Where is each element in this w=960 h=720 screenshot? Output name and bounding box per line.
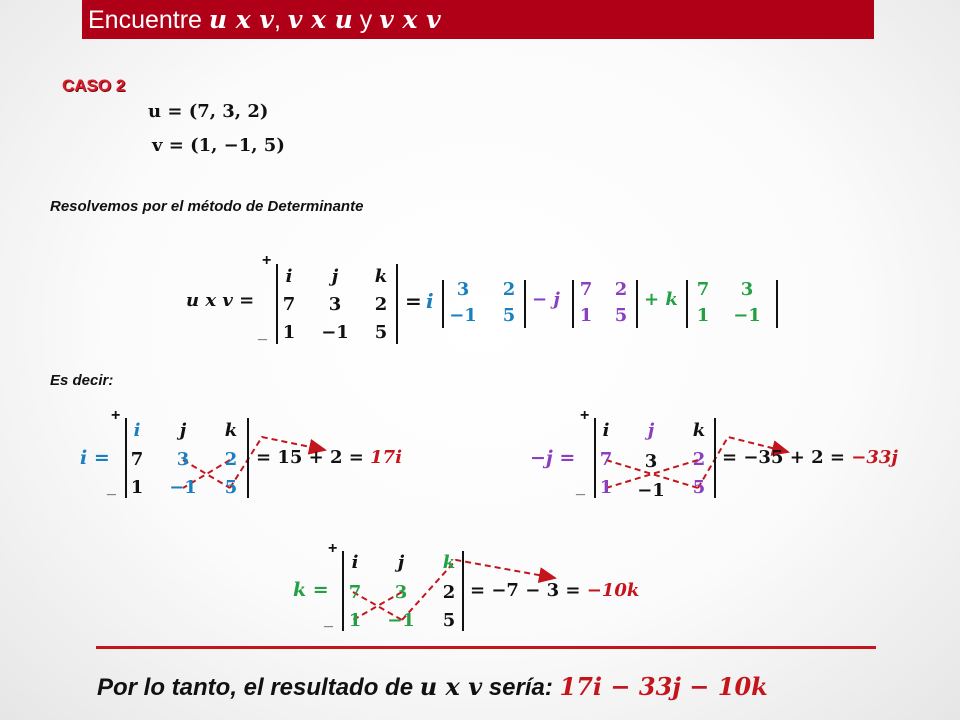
det-j-cell: 1 bbox=[599, 477, 613, 498]
det-j-result-line bbox=[722, 447, 898, 468]
k-minor-cell: −1 bbox=[733, 305, 761, 326]
det-k-cell: 1 bbox=[348, 610, 362, 631]
i-minor-cell: 2 bbox=[502, 279, 516, 300]
title-sep1: , bbox=[273, 6, 288, 34]
i-minor-cell: 3 bbox=[456, 279, 470, 300]
conclusion-result: 17i − 33j − 10k bbox=[559, 672, 768, 701]
title-expr-b: v x u bbox=[287, 5, 353, 34]
det-k-cell: 5 bbox=[442, 610, 456, 631]
main-cell: −1 bbox=[321, 322, 349, 343]
det-j-result: −33j bbox=[851, 447, 898, 468]
main-plus: + bbox=[262, 252, 272, 269]
det-i-cell: 2 bbox=[224, 449, 238, 470]
det-j-minus: _ bbox=[576, 480, 585, 497]
j-minor-cell: 1 bbox=[579, 305, 593, 326]
det-j-cell: 3 bbox=[644, 451, 658, 472]
main-cell: 7 bbox=[282, 294, 296, 315]
conclusion-text-part1: Por lo tanto, el resultado de bbox=[97, 674, 420, 701]
det-k-cell: −1 bbox=[387, 610, 415, 631]
det-i-right-bar bbox=[247, 418, 249, 498]
main-minus: _ bbox=[258, 325, 267, 342]
det-k-result: −10k bbox=[586, 580, 640, 601]
det-k-minus: _ bbox=[324, 612, 333, 629]
det-i-result-prefix: = 15 + 2 = bbox=[256, 447, 371, 468]
u-definition: u = (7, 3, 2) bbox=[148, 101, 269, 122]
main-cell: 2 bbox=[374, 294, 388, 315]
i-minor-cell: −1 bbox=[449, 305, 477, 326]
es-decir-text: Es decir: bbox=[50, 372, 114, 389]
det-k-lhs: k = bbox=[293, 579, 329, 601]
j-minor-cell: 7 bbox=[579, 279, 593, 300]
det-j-cell: 7 bbox=[599, 449, 613, 470]
det-i-cell: 7 bbox=[130, 449, 144, 470]
det-k-cell: k bbox=[442, 552, 456, 573]
det-j-cell: i bbox=[602, 420, 610, 441]
k-minor-cell: 3 bbox=[740, 279, 754, 300]
k-minor-cell: 7 bbox=[696, 279, 710, 300]
det-j-result-prefix: = −35 + 2 = bbox=[722, 447, 852, 468]
i-minor-cell: 5 bbox=[502, 305, 516, 326]
det-i-cell: −1 bbox=[169, 477, 197, 498]
det-j-cell: j bbox=[647, 420, 655, 441]
det-j-cell: 2 bbox=[692, 449, 706, 470]
conclusion-text bbox=[97, 672, 768, 702]
title-expr-c: v x v bbox=[379, 5, 441, 34]
det-i-cell: j bbox=[179, 420, 187, 441]
conclusion-text-part2: sería: bbox=[482, 674, 560, 701]
det-i-cell: 5 bbox=[224, 477, 238, 498]
det-i-cell: i bbox=[133, 420, 141, 441]
det-i-cell: 1 bbox=[130, 477, 144, 498]
title-prefix: Encuentre bbox=[88, 6, 209, 34]
main-cell-k: k bbox=[374, 266, 388, 287]
v-definition: v = (1, −1, 5) bbox=[152, 135, 285, 156]
det-j-cell: 5 bbox=[692, 477, 706, 498]
j-term-sign: − j bbox=[532, 289, 560, 310]
det-k-cell: 3 bbox=[394, 582, 408, 603]
case-label: CASO 2 bbox=[62, 76, 126, 95]
main-cell: 1 bbox=[282, 322, 296, 343]
det-k-cell: 2 bbox=[442, 582, 456, 603]
det-k-result-prefix: = −7 − 3 = bbox=[470, 580, 587, 601]
det-j-plus: + bbox=[580, 407, 590, 424]
det-k-result-line bbox=[470, 580, 639, 601]
det-i-cell: k bbox=[224, 420, 238, 441]
det-i-lhs: i = bbox=[80, 447, 110, 469]
j-minor-cell: 2 bbox=[614, 279, 628, 300]
det-k-plus: + bbox=[328, 540, 338, 557]
main-equals: = bbox=[405, 289, 422, 313]
det-j-lhs: −j = bbox=[530, 447, 576, 469]
det-j-right-bar bbox=[714, 418, 716, 498]
det-i-result: 17i bbox=[370, 447, 403, 468]
conclusion-expr: u x v bbox=[419, 672, 483, 701]
k-term-sign: + k bbox=[644, 289, 678, 310]
det-k-cell: i bbox=[351, 552, 359, 573]
det-k-cell: j bbox=[397, 552, 405, 573]
k-minor-cell: 1 bbox=[696, 305, 710, 326]
main-lhs: u x v = bbox=[186, 290, 255, 311]
j-minor-cell: 5 bbox=[614, 305, 628, 326]
i-coefficient: i bbox=[426, 289, 434, 313]
det-j-cell: −1 bbox=[637, 480, 665, 501]
title-sep2: y bbox=[352, 6, 380, 34]
det-i-result-line bbox=[256, 447, 402, 468]
divider-line bbox=[96, 646, 876, 649]
main-cell-i: i bbox=[285, 266, 293, 287]
title-expr-a: u x v bbox=[208, 5, 274, 34]
main-cell: 5 bbox=[374, 322, 388, 343]
det-j-cell: k bbox=[692, 420, 706, 441]
main-cell-j: j bbox=[331, 266, 339, 287]
main-cell: 3 bbox=[328, 294, 342, 315]
det-i-plus: + bbox=[111, 407, 121, 424]
method-text: Resolvemos por el método de Determinante bbox=[50, 198, 364, 215]
det-i-cell: 3 bbox=[176, 449, 190, 470]
det-i-minus: _ bbox=[107, 480, 116, 497]
det-k-cell: 7 bbox=[348, 582, 362, 603]
